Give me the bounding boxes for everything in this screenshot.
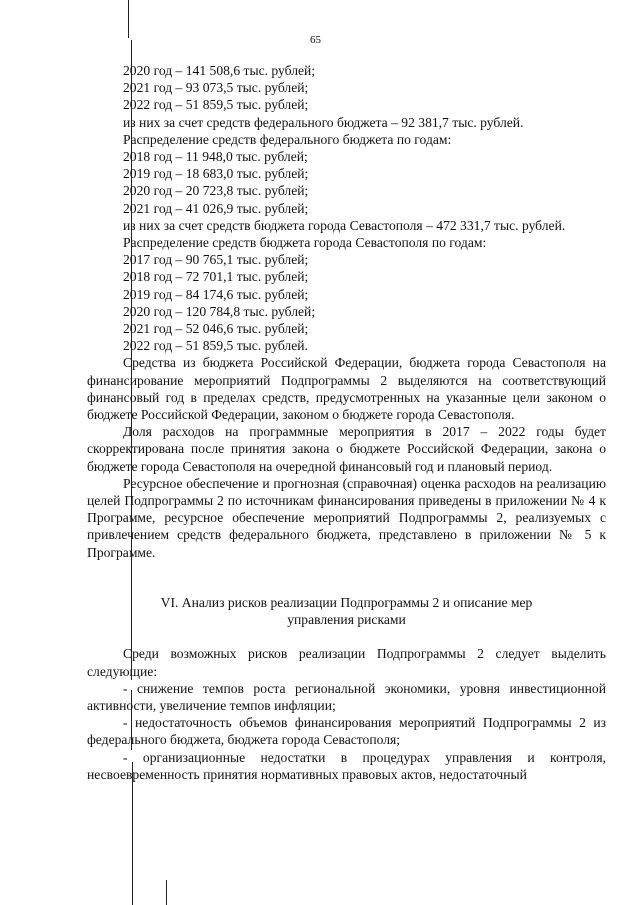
scan-line-bottom <box>132 762 133 905</box>
document-body <box>87 62 606 783</box>
paragraph-sevastopol-total: из них за счет средств бюджета города Севастополя – 472 331,7 тыс. рублей. <box>123 217 566 233</box>
text-line: 2022 год – 51 859,5 тыс. рублей; <box>123 97 309 113</box>
funding-lines-b <box>87 234 606 354</box>
section-heading <box>87 594 606 628</box>
text-line: 2019 год – 18 683,0 тыс. рублей; <box>123 166 309 182</box>
text-line: 2021 год – 41 026,9 тыс. рублей; <box>123 200 309 216</box>
text-line: 2018 год – 11 948,0 тыс. рублей; <box>123 149 308 165</box>
text-line: 2019 год – 84 174,6 тыс. рублей; <box>123 286 309 302</box>
section-heading-line-1: VI. Анализ рисков реализации Подпрограммы 2 и описание мер <box>160 594 533 610</box>
text-line: 2021 год – 93 073,5 тыс. рублей; <box>123 80 309 96</box>
risk-item: - снижение темпов роста региональной экономики, уровня инвестиционной активности, увеличение темпов инфляции; <box>87 680 606 713</box>
text-line: 2017 год – 90 765,1 тыс. рублей; <box>123 252 309 268</box>
page-number: 65 <box>310 34 321 46</box>
text-line: из них за счет средств федерального бюджета – 92 381,7 тыс. рублей. <box>123 114 524 130</box>
text-line: 2018 год – 72 701,1 тыс. рублей; <box>123 269 309 285</box>
text-line: Распределение средств бюджета города Севастополя по годам: <box>123 235 487 251</box>
text-line: 2020 год – 120 784,8 тыс. рублей; <box>123 303 316 319</box>
paragraph-risks-intro: Среди возможных рисков реализации Подпрограммы 2 следует выделить следующие: <box>87 646 606 679</box>
text-line: 2021 год – 52 046,6 тыс. рублей; <box>123 321 309 337</box>
scan-line-top <box>128 0 129 38</box>
text-line: Распределение средств федерального бюджета по годам: <box>123 131 452 147</box>
text-line: 2020 год – 20 723,8 тыс. рублей; <box>123 183 309 199</box>
funding-lines-a <box>87 62 606 217</box>
risk-item: - недостаточность объемов финансирования мероприятий Подпрограммы 2 из федерального бюджета, бюджета города Севастополя; <box>87 715 606 748</box>
scan-line-foot <box>166 880 167 905</box>
paragraph-funding-sources: Средства из бюджета Российской Федерации, бюджета города Севастополя на финансирование мероприятий Подпрограммы 2 выделяются на соответствующий финансовый год в пределах средств, предусмотренных на указанные цели законом о бюджете Российской Федерации, законом о бюджете города Севастополя. <box>87 355 606 423</box>
risk-item: - организационные недостатки в процедурах управления и контроля, несвоевременность принятия нормативных правовых актов, недостаточный <box>87 749 606 782</box>
paragraph-expense-share: Доля расходов на программные мероприятия в 2017 – 2022 годы будет скорректирована после принятия закона о бюджете Российской Федерации, закона о бюджете города Севастополя на очередной финансовый год и плановый период. <box>87 424 606 474</box>
paragraph-resource-provision: Ресурсное обеспечение и прогнозная (справочная) оценка расходов на реализацию целей Подпрограммы 2 по источникам финансирования приведены в приложении № 4 к Программе, ресурсное обеспечение мероприятий Подпрограммы 2, реализуемых с привлечением средств федерального бюджета, представлено в приложении № 5 к Программе. <box>87 475 606 560</box>
text-line: 2020 год – 141 508,6 тыс. рублей; <box>123 63 316 78</box>
section-heading-line-2: управления рисками <box>287 612 406 628</box>
text-line: 2022 год – 51 859,5 тыс. рублей. <box>123 338 308 354</box>
